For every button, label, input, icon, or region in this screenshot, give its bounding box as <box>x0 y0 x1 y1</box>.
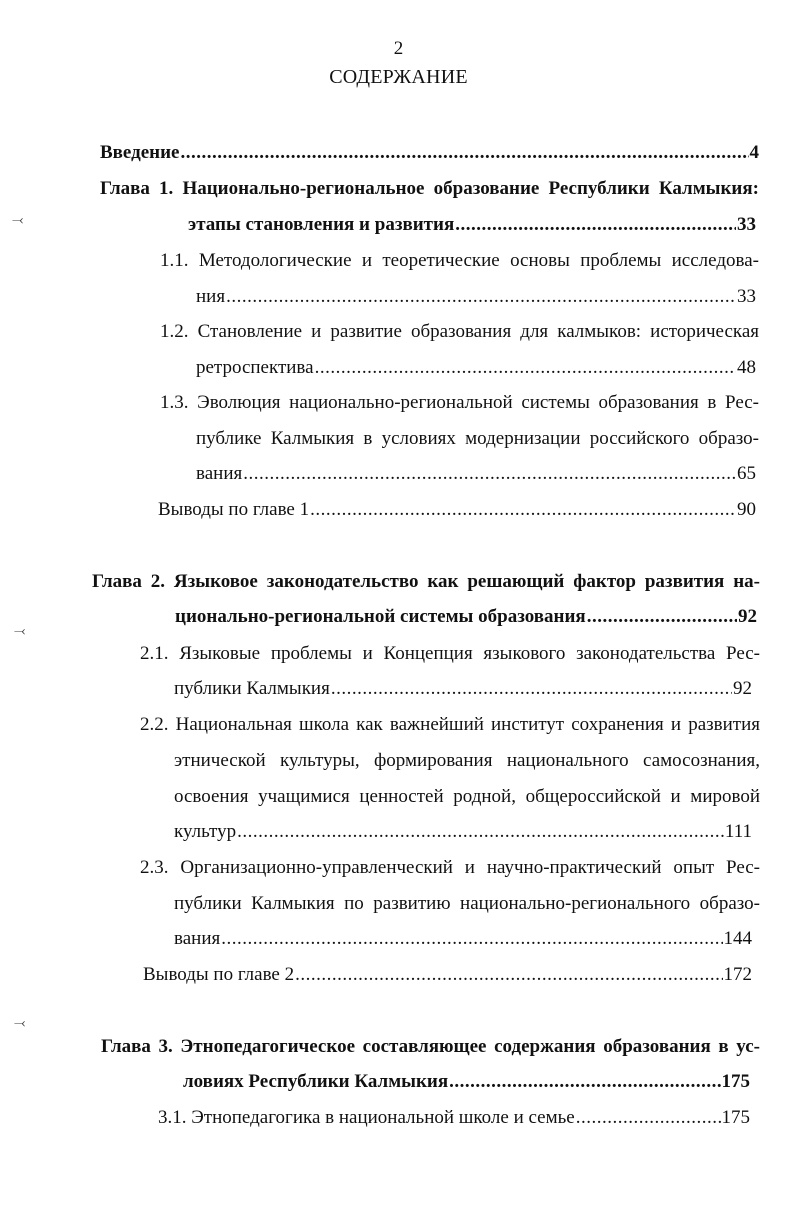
section-2-3-line1[interactable]: 2.3. Организационно-управленческий и научно-практический опыт Рес- <box>140 857 760 878</box>
section-2-2-line3: освоения учащимися ценностей родной, общероссийской и мировой <box>174 786 760 807</box>
page-title: СОДЕРЖАНИЕ <box>329 66 468 88</box>
section-1-3-line3: вания <box>196 463 243 484</box>
toc-entry-chapter3[interactable] <box>183 1069 750 1095</box>
section-2-2-line1[interactable]: 2.2. Национальная школа как важнейший институт сохранения и развития <box>140 714 760 735</box>
chapter1-title-line2: этапы становления и развития <box>188 214 455 235</box>
dot-leader <box>221 926 722 952</box>
section-2-2-line4: культур <box>174 821 237 842</box>
chapter3-title-line2: ловиях Республики Калмыкия <box>183 1071 449 1092</box>
toc-entry-2-3[interactable] <box>174 926 752 952</box>
dot-leader <box>237 819 724 845</box>
chapter1-title-line1[interactable]: Глава 1. Национально-региональное образование Республики Калмыкия: <box>100 178 759 199</box>
page-number: 2 <box>393 38 404 59</box>
toc-entry-1-3[interactable] <box>196 461 756 487</box>
section-2-3-line3: вания <box>174 928 221 949</box>
section-1-1-page: 33 <box>737 286 756 307</box>
toc-entry-2-2[interactable] <box>174 819 752 845</box>
dot-leader <box>295 962 722 988</box>
dot-leader <box>331 676 732 702</box>
chapter3-title-line1[interactable]: Глава 3. Этнопедагогическое составляющее содержания образования в ус- <box>101 1036 760 1057</box>
dot-leader <box>455 212 736 238</box>
chapter1-page: 33 <box>737 214 756 235</box>
section-1-3-line2: публике Калмыкия в условиях модернизации российского образо- <box>196 428 759 449</box>
section-2-1-line1[interactable]: 2.1. Языковые проблемы и Концепция языкового законодательства Рес- <box>140 643 760 664</box>
toc-entry-conclusions-2[interactable] <box>143 962 752 988</box>
chapter2-title-line2: ционально-региональной системы образования <box>175 606 586 627</box>
section-2-2-page: 111 <box>724 821 752 842</box>
dot-leader <box>449 1069 720 1095</box>
intro-label: Введение <box>100 142 180 163</box>
section-1-1-line1[interactable]: 1.1. Методологические и теоретические основы проблемы исследова- <box>160 250 759 271</box>
section-1-2-page: 48 <box>737 357 756 378</box>
margin-mark-3: ⤙ <box>14 1015 26 1031</box>
section-3-1-label: 3.1. Этнопедагогика в национальной школе и семье <box>158 1107 575 1128</box>
margin-mark-1: ⤙ <box>12 212 24 228</box>
section-2-2-line2: этнической культуры, формирования национального самосознания, <box>174 750 760 771</box>
toc-entry-chapter1[interactable] <box>188 212 756 238</box>
section-1-3-page: 65 <box>737 463 756 484</box>
chapter2-title-line1[interactable]: Глава 2. Языковое законодательство как решающий фактор развития на- <box>92 571 760 592</box>
section-2-3-line2: публики Калмыкия по развитию национально-регионального образо- <box>174 893 760 914</box>
dot-leader <box>181 140 749 166</box>
toc-entry-1-1[interactable] <box>196 284 756 310</box>
section-2-1-page: 92 <box>733 678 752 699</box>
toc-entry-3-1[interactable] <box>158 1105 750 1131</box>
section-1-1-line2: ния <box>196 286 226 307</box>
toc-entry-chapter2[interactable] <box>175 604 757 630</box>
intro-page: 4 <box>749 142 759 163</box>
dot-leader <box>310 497 736 523</box>
margin-mark-2: ⤙ <box>14 623 26 639</box>
dot-leader <box>226 284 736 310</box>
conclusions-1-page: 90 <box>737 499 756 520</box>
dot-leader <box>587 604 737 630</box>
dot-leader <box>243 461 736 487</box>
toc-entry-intro[interactable] <box>100 140 759 166</box>
section-2-1-line2: публики Калмыкия <box>174 678 330 699</box>
conclusions-2-page: 172 <box>723 964 752 985</box>
section-1-3-line1[interactable]: 1.3. Эволюция национально-региональной системы образования в Рес- <box>160 392 759 413</box>
toc-entry-conclusions-1[interactable] <box>158 497 756 523</box>
conclusions-2-label: Выводы по главе 2 <box>143 964 295 985</box>
section-2-3-page: 144 <box>723 928 752 949</box>
chapter2-page: 92 <box>738 606 757 627</box>
section-3-1-page: 175 <box>721 1107 750 1128</box>
toc-entry-2-1[interactable] <box>174 676 752 702</box>
dot-leader <box>315 355 736 381</box>
toc-entry-1-2[interactable] <box>196 355 756 381</box>
conclusions-1-label: Выводы по главе 1 <box>158 499 310 520</box>
section-1-2-line2: ретроспектива <box>196 357 314 378</box>
section-1-2-line1[interactable]: 1.2. Становление и развитие образования для калмыков: историческая <box>160 321 759 342</box>
chapter3-page: 175 <box>721 1071 750 1092</box>
dot-leader <box>576 1105 721 1131</box>
